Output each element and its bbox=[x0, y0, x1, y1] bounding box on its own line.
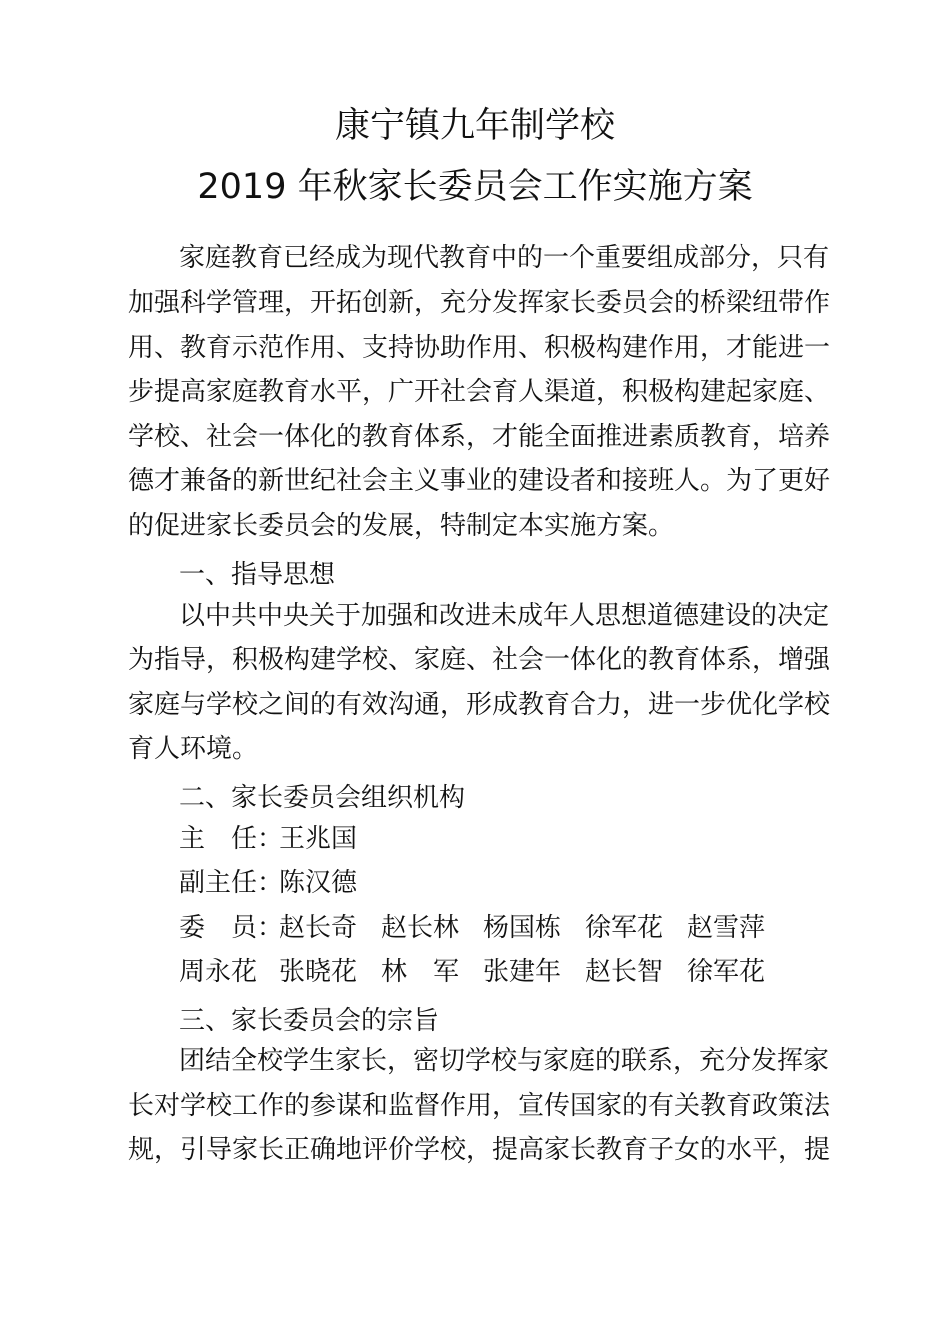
member-name: 林 军 bbox=[381, 957, 460, 987]
members-row bbox=[179, 910, 765, 946]
member-name: 张晓花 bbox=[279, 957, 358, 987]
intro-line: 学校、社会一体化的教育体系，才能全面推进素质教育，培养 bbox=[128, 422, 831, 452]
deputy-name: 陈汉德 bbox=[279, 868, 358, 898]
paragraph-line: 为指导，积极构建学校、家庭、社会一体化的教育体系，增强 bbox=[128, 645, 831, 675]
member-name: 赵长奇 bbox=[279, 913, 358, 943]
intro-line: 家庭教育已经成为现代教育中的一个重要组成部分，只有 bbox=[179, 243, 830, 273]
deputy-label: 副主任： bbox=[179, 868, 284, 898]
director-name: 王兆国 bbox=[279, 824, 358, 854]
document-title-school: 康宁镇九年制学校 bbox=[334, 106, 615, 146]
section-heading: 三、家长委员会的宗旨 bbox=[179, 1006, 440, 1036]
section-heading: 二、家长委员会组织机构 bbox=[179, 783, 466, 813]
intro-line: 用、教育示范作用、支持协助作用、积极构建作用，才能进一 bbox=[128, 333, 831, 363]
intro-line: 德才兼备的新世纪社会主义事业的建设者和接班人。为了更好 bbox=[128, 466, 831, 496]
member-name: 周永花 bbox=[179, 957, 258, 987]
paragraph-line: 家庭与学校之间的有效沟通，形成教育合力，进一步优化学校 bbox=[128, 690, 831, 720]
intro-line: 的促进家长委员会的发展，特制定本实施方案。 bbox=[128, 511, 675, 541]
members-row bbox=[179, 954, 765, 990]
paragraph-line: 育人环境。 bbox=[128, 734, 259, 764]
members-label: 委 员： bbox=[179, 913, 284, 943]
paragraph-line: 以中共中央关于加强和改进未成年人思想道德建设的决定 bbox=[179, 601, 830, 631]
section-heading: 一、指导思想 bbox=[179, 560, 336, 590]
paragraph-line: 团结全校学生家长，密切学校与家庭的联系，充分发挥家 bbox=[179, 1046, 830, 1076]
paragraph-line: 规，引导家长正确地评价学校，提高家长教育子女的水平，提 bbox=[128, 1135, 831, 1165]
member-name: 赵雪萍 bbox=[687, 913, 766, 943]
director-row bbox=[179, 821, 357, 857]
intro-line: 步提高家庭教育水平，广开社会育人渠道，积极构建起家庭、 bbox=[128, 377, 831, 407]
paragraph-line: 长对学校工作的参谋和监督作用，宣传国家的有关教育政策法 bbox=[128, 1091, 831, 1121]
director-label: 主 任： bbox=[179, 824, 284, 854]
member-name: 徐军花 bbox=[585, 913, 664, 943]
deputy-row bbox=[179, 865, 357, 901]
member-name: 赵长智 bbox=[585, 957, 664, 987]
document-title-plan: 2019 年秋家长委员会工作实施方案 bbox=[197, 167, 753, 207]
member-name: 杨国栋 bbox=[483, 913, 562, 943]
member-name: 张建年 bbox=[483, 957, 562, 987]
member-name: 赵长林 bbox=[381, 913, 460, 943]
intro-line: 加强科学管理，开拓创新，充分发挥家长委员会的桥梁纽带作 bbox=[128, 288, 831, 318]
member-name: 徐军花 bbox=[687, 957, 766, 987]
